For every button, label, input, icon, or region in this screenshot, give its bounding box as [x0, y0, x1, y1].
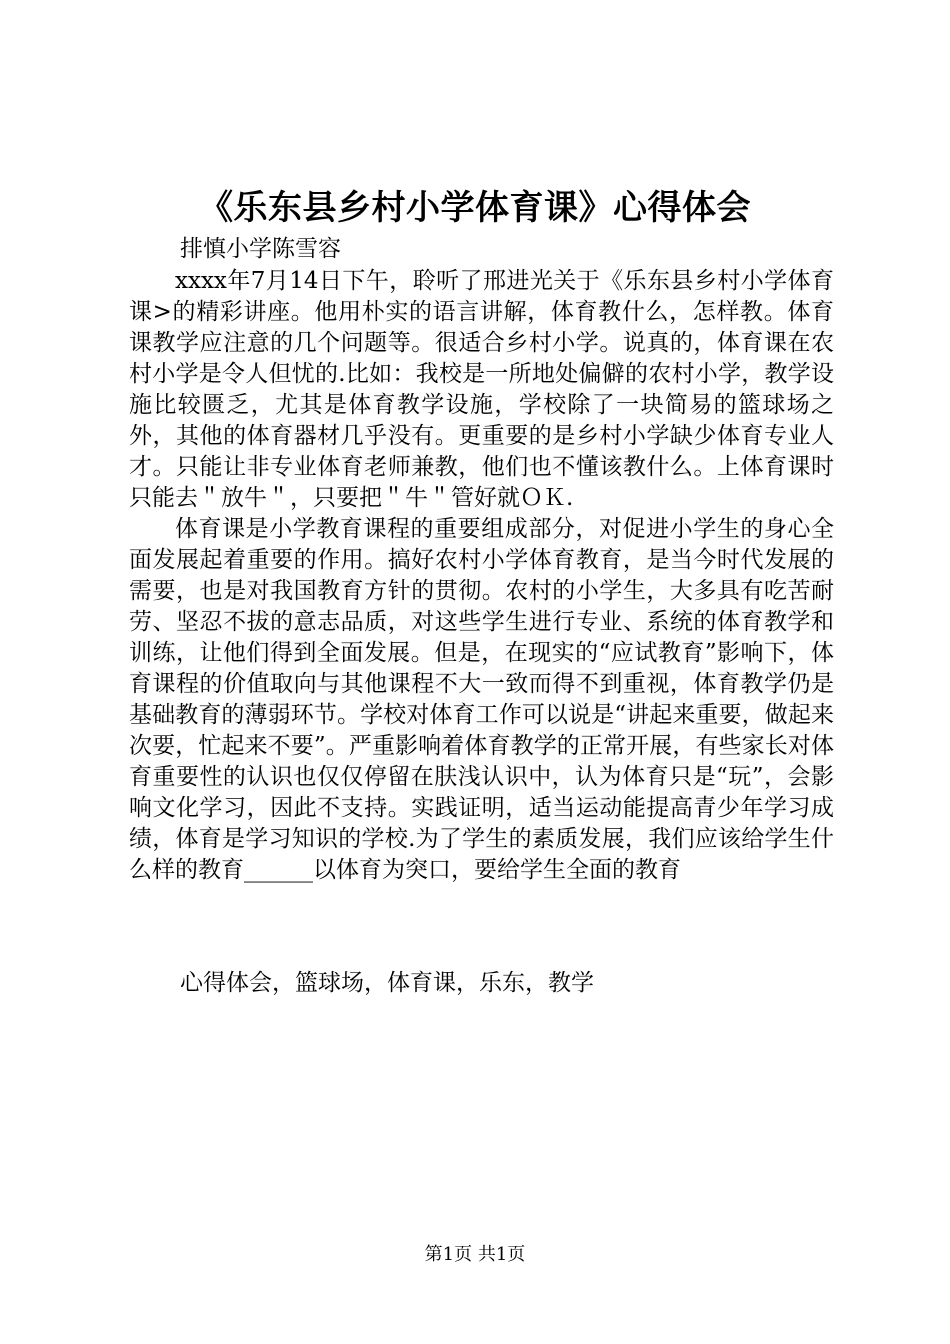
- page-footer: 第1页 共1页: [424, 1244, 526, 1265]
- body-paragraph: 体育课是小学教育课程的重要组成部分，对促进小学生的身心全面发展起着重要的作用。搞好农村小学体育教育，是当今时代发展的需要，也是对我国教育方针的贯彻。农村的小学生，大多具有吃苦耐劳、坚忍不拔的意志品质，对这些学生进行专业、系统的体育教学和训练，让他们得到全面发展。但是，在现实的“应试教育”影响下，体育课程的价值取向与其他课程不大一致而得不到重视，体育教学仍是基础教育的薄弱环节。学校对体育工作可以说是“讲起来重要，做起来次要，忙起来不要”。严重影响着体育教学的正常开展，有些家长对体育重要性的认识也仅仅停留在肤浅认识中，认为体育只是“玩”，会影响文化学习，因此不支持。实践证明，适当运动能提高青少年学习成绩，体育是学习知识的学校.为了学生的素质发展，我们应该给学生什么样的教育______以体育为突口，要给学生全面的教育: [129, 516, 834, 883]
- keywords-line: 心得体会，篮球场，体育课，乐东，教学: [180, 970, 594, 996]
- author-line: 排慎小学陈雪容: [180, 236, 341, 262]
- body-paragraph: xxxx年7月14日下午，聆听了邢进光关于《乐东县乡村小学体育课>的精彩讲座。他用朴实的语言讲解，体育教什么，怎样教。体育课教学应注意的几个问题等。很适合乡村小学。说真的，体育课在农村小学是令人但忧的.比如：我校是一所地处偏僻的农村小学，教学设施比较匮乏，尤其是体育教学设施，学校除了一块简易的篮球场之外，其他的体育器材几乎没有。更重要的是乡村小学缺少体育专业人才。只能让非专业体育老师兼教，他们也不懂该教什么。上体育课时只能去＂放牛＂，只要把＂牛＂管好就ＯＫ.: [129, 268, 834, 511]
- document-title: 《乐东县乡村小学体育课》心得体会: [199, 188, 751, 228]
- document-body: [129, 266, 834, 886]
